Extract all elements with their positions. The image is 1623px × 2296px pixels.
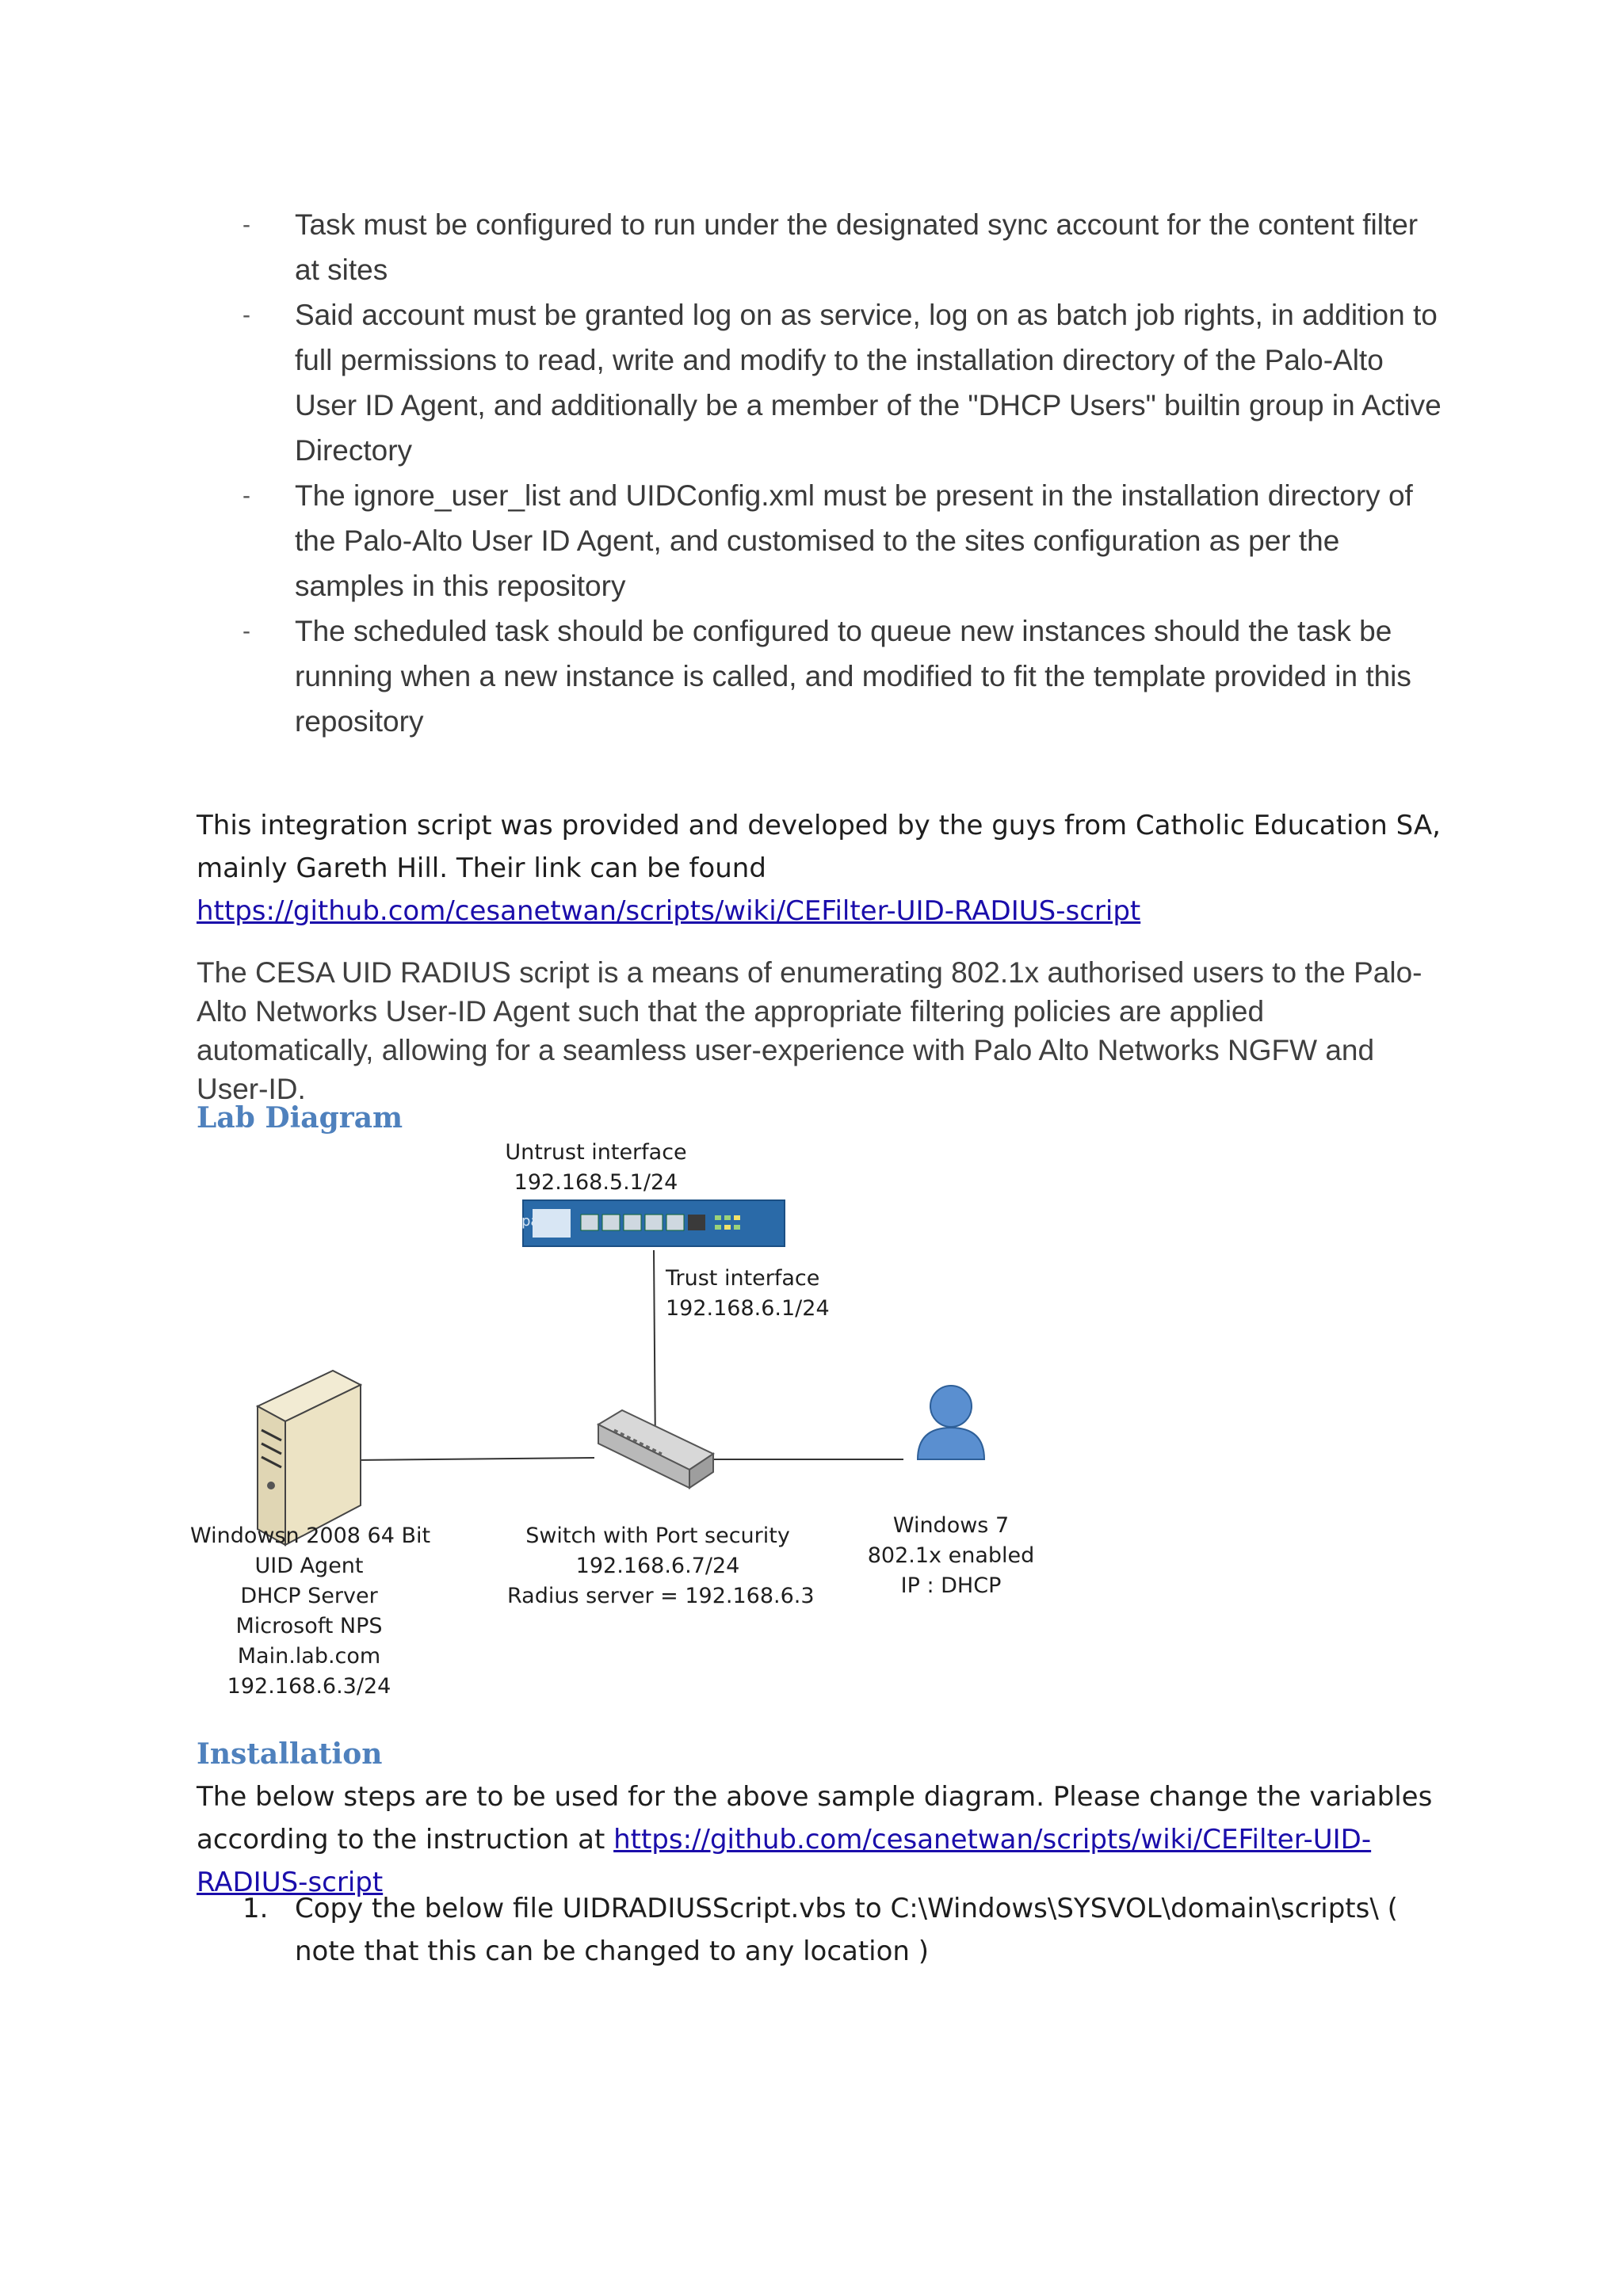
step-number: 1.: [242, 1893, 269, 1924]
list-item-text: The ignore_user_list and UIDConfig.xml must be present in the installation directory of the Palo-Alto User ID Agent, and customised to the sites configuration as per the samples in this repository: [295, 479, 1413, 602]
client-label: Windows 7 802.1x enabled IP : DHCP: [867, 1513, 1035, 1598]
firewall-logo-text: palo: [521, 1213, 552, 1230]
list-item: [242, 608, 1447, 744]
server-label: Windowsn 2008 64 Bit UID Agent DHCP Server Microsoft NPS Main.lab.com 192.168.6.3/24: [190, 1524, 431, 1699]
lab-diagram: [190, 1133, 1062, 1703]
untrust-label: Untrust interface 192.168.5.1/24: [505, 1140, 687, 1195]
installation-heading: Installation: [197, 1737, 383, 1771]
requirements-list: [242, 202, 1447, 744]
server-icon: [258, 1371, 361, 1545]
step-text: Copy the below file UIDRADIUSScript.vbs to C:\Windows\SYSVOL\domain\scripts\ ( note that this can be changed to any location ): [295, 1893, 1398, 1967]
credit-text: This integration script was provided and developed by the guys from Catholic Education SA, mainly Gareth Hill. Their link can be found: [197, 810, 1441, 884]
installation-link[interactable]: https://github.com/cesanetwan/scripts/wiki/CEFilter-UID-RADIUS-script: [197, 1824, 1372, 1898]
list-item: [242, 292, 1447, 473]
installation-paragraph: [197, 1775, 1449, 1904]
bullet-dash: -: [242, 482, 250, 509]
trust-label: Trust interface 192.168.6.1/24: [666, 1266, 830, 1321]
credit-link[interactable]: https://github.com/cesanetwan/scripts/wiki/CEFilter-UID-RADIUS-script: [197, 895, 1141, 927]
description-paragraph: The CESA UID RADIUS script is a means of enumerating 802.1x authorised users to the Palo-Alto Networks User-ID Agent such that the appropriate filtering policies are applied automatically, allowing for a seamless user-experience with Palo Alto Networks NGFW and User-ID.: [197, 956, 1423, 1105]
bullet-dash: -: [242, 618, 250, 644]
credit-paragraph: [197, 804, 1449, 933]
list-item-text: Task must be configured to run under the designated sync account for the content filter at sites: [295, 208, 1419, 286]
list-item-text: Said account must be granted log on as service, log on as batch job rights, in addition to full permissions to read, write and modify to the installation directory of the Palo-Alto User ID Agent, and additionally be a member of the "DHCP Users" builtin group in Active Directory: [295, 299, 1442, 467]
list-item: [242, 202, 1447, 292]
firewall-switch-link: [654, 1250, 655, 1454]
bullet-dash: -: [242, 302, 250, 328]
server-switch-link: [353, 1458, 594, 1460]
switch-label: Switch with Port security 192.168.6.7/24 Radius server = 192.168.6.3: [507, 1524, 815, 1608]
user-icon: [918, 1386, 984, 1459]
installation-text: The below steps are to be used for the above sample diagram. Please change the variables according to the instruction at: [197, 1781, 1433, 1855]
list-item: [242, 473, 1447, 608]
bullet-dash: -: [242, 212, 250, 238]
list-item-text: The scheduled task should be configured to queue new instances should the task be running when a new instance is called, and modified to fit the template provided in this repository: [295, 615, 1411, 738]
lab-diagram-heading: Lab Diagram: [197, 1101, 403, 1135]
step-item: [242, 1887, 1447, 1973]
